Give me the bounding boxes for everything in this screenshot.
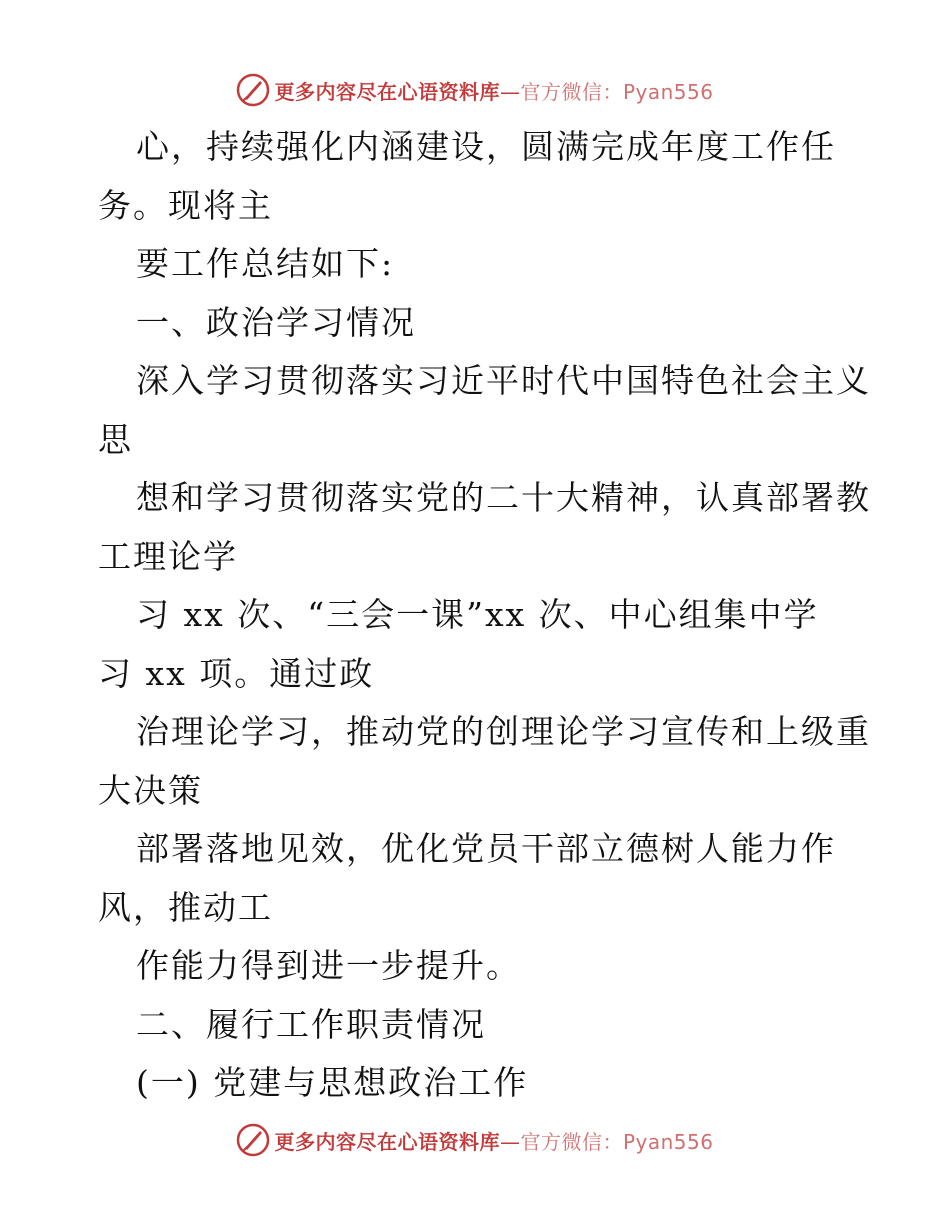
text-line: 心，持续强化内涵建设，圆满完成年度工作任 bbox=[136, 127, 836, 166]
text-line: 风，推动工 bbox=[98, 887, 273, 927]
text-line: 深入学习贯彻落实习近平时代中国特色社会主义 bbox=[136, 361, 871, 400]
text-line: 部署落地见效，优化党员干部立德树人能力作 bbox=[136, 829, 836, 868]
banner-separator: — bbox=[499, 79, 521, 104]
header-banner bbox=[0, 70, 950, 110]
banner-suffix-text: 官方微信：Pyan556 bbox=[520, 79, 714, 104]
text-line: 工理论学 bbox=[98, 536, 238, 576]
footer-banner bbox=[0, 1120, 950, 1160]
banner-text bbox=[274, 76, 713, 105]
text-line: (一) 党建与思想政治工作 bbox=[136, 1063, 529, 1102]
text-line: 想和学习贯彻落实党的二十大精神，认真部署教 bbox=[136, 478, 871, 517]
text-line: 二、履行工作职责情况 bbox=[136, 1004, 486, 1044]
text-line: 务。现将主 bbox=[98, 185, 273, 225]
quill-pen-logo-icon bbox=[236, 1123, 270, 1157]
text-line: 治理论学习，推动党的创理论学习宣传和上级重 bbox=[136, 712, 871, 751]
text-line: 作能力得到进一步提升。 bbox=[136, 946, 521, 985]
quill-pen-logo-icon bbox=[236, 73, 270, 107]
text-line: 习 xx 次、“三会一课”xx 次、中心组集中学 bbox=[136, 595, 819, 634]
banner-text bbox=[274, 1126, 713, 1155]
text-line: 大决策 bbox=[98, 770, 203, 810]
banner-main-text: 更多内容尽在心语资料库 bbox=[274, 79, 500, 104]
banner-separator: — bbox=[499, 1129, 521, 1154]
text-line: 要工作总结如下: bbox=[136, 244, 395, 283]
banner-main-text: 更多内容尽在心语资料库 bbox=[274, 1129, 500, 1154]
text-line: 一、政治学习情况 bbox=[136, 302, 416, 342]
text-line: 习 xx 项。通过政 bbox=[98, 653, 375, 693]
document-body bbox=[98, 118, 871, 1113]
banner-suffix-text: 官方微信：Pyan556 bbox=[520, 1129, 714, 1154]
text-line: 思 bbox=[98, 419, 133, 459]
